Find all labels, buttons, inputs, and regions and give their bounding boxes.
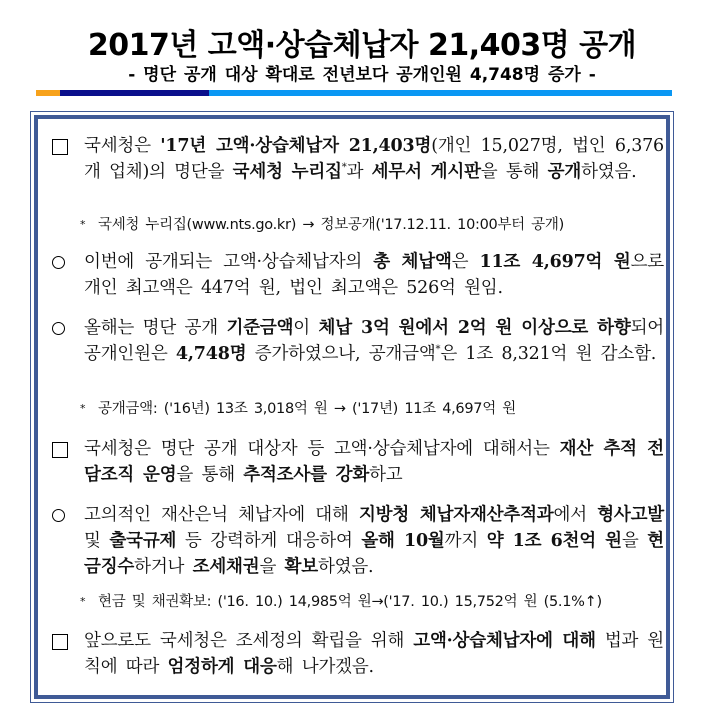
emphasized-text: 현금징수 — [84, 531, 665, 577]
body-text: * — [341, 162, 347, 174]
body-text: 법과 원칙에 따라 — [84, 631, 664, 677]
color-bar-segment-navy — [60, 90, 209, 96]
body-text: 과 — [346, 162, 372, 182]
emphasized-text: 출국규제 — [109, 531, 177, 551]
footnote-website — [80, 214, 670, 236]
body-text: 국세청은 — [84, 136, 161, 156]
section-tracking — [52, 436, 664, 488]
body-text: 해 나가겠음. — [276, 657, 374, 677]
body-text: 으로 개인 최고액은 447억 원, 법인 최고액은 526억 원임. — [84, 252, 664, 298]
page-subtitle: - 명단 공개 대상 확대로 전년보다 공개인원 4,748명 증가 - — [128, 65, 596, 85]
body-text: 증가하였으나, 공개금액 — [246, 344, 436, 364]
asterisk-icon: * — [80, 402, 86, 415]
emphasized-text: 형사고발 — [597, 505, 665, 525]
asterisk-icon: * — [80, 218, 86, 231]
emphasized-text: 추적조사를 강화 — [243, 465, 370, 485]
circle-bullet-icon — [52, 502, 65, 530]
section-enforcement — [52, 502, 664, 580]
body-text: 이번에 공개되는 고액·상습체납자의 — [84, 252, 374, 272]
emphasized-text: 확보 — [284, 557, 318, 577]
body-text: 하고 — [369, 465, 403, 485]
section-text — [52, 436, 664, 488]
body-text: 앞으로도 국세청은 조세정의 확립을 위해 — [84, 631, 414, 651]
body-text: 하였음. — [317, 557, 374, 577]
body-text: 되어 공개인원은 — [84, 318, 664, 364]
body-text: 고의적인 재산은닉 체납자에 대해 — [84, 505, 359, 525]
circle-bullet-icon — [52, 315, 65, 343]
page-title: 2017년 고액·상습체납자 21,403명 공개 — [87, 28, 637, 63]
body-text: 하거나 — [134, 557, 193, 577]
emphasized-text: 기준금액 — [226, 318, 294, 338]
body-text: 국세청은 명단 공개 대상자 등 고액·상습체납자에 대해서는 — [84, 439, 560, 459]
body-text: (개인 15,027명, 법인 6,376개 업체)의 명단을 — [84, 136, 664, 182]
body-text: * — [435, 344, 441, 356]
emphasized-text: 4,748명 — [175, 344, 247, 364]
emphasized-text: 세무서 게시판 — [371, 162, 481, 182]
square-bullet-icon — [52, 436, 68, 466]
body-text: 을 — [621, 531, 648, 551]
body-text: 은 1조 8,321억 원 감소함. — [440, 344, 657, 364]
body-text: 을 통해 — [480, 162, 548, 182]
emphasized-text: 체납 3억 원에서 2억 원 이상으로 하향 — [318, 318, 631, 338]
emphasized-text: 지방청 체납자재산추적과 — [358, 505, 554, 525]
section-text — [52, 315, 664, 367]
emphasized-text: '17년 고액·상습체납자 21,403명 — [160, 136, 432, 156]
emphasized-text: 엄정하게 대응 — [167, 657, 277, 677]
emphasized-text: 고액·상습체납자에 대해 — [413, 631, 596, 651]
body-text: 올해는 명단 공개 — [84, 318, 227, 338]
footnote-text: 공개금액: ('16년) 13조 3,018억 원 → ('17년) 11조 4,697억 원 — [98, 401, 516, 417]
section-announcement — [52, 133, 664, 185]
body-text: 을 통해 — [176, 465, 244, 485]
section-text — [52, 502, 664, 580]
circle-bullet-icon — [52, 249, 65, 277]
body-text: 은 — [451, 252, 480, 272]
body-text: 을 — [259, 557, 285, 577]
body-text: 하였음. — [581, 162, 637, 182]
section-future-policy — [52, 628, 664, 680]
title-color-bar — [36, 90, 672, 96]
emphasized-text: 국세청 누리집 — [232, 162, 342, 182]
body-text: 이 — [293, 318, 319, 338]
section-text — [52, 133, 664, 185]
body-text: 에서 — [553, 505, 598, 525]
square-bullet-icon — [52, 133, 68, 163]
section-criteria-change — [52, 315, 664, 367]
footnote-text: 국세청 누리집(www.nts.go.kr) → 정보공개('17.12.11. 10:00부터 공개) — [98, 217, 564, 233]
footnote-collection — [80, 591, 670, 613]
body-text: 까지 — [444, 531, 487, 551]
asterisk-icon: * — [80, 595, 86, 608]
emphasized-text: 조세채권 — [192, 557, 260, 577]
color-bar-segment-orange — [36, 90, 60, 96]
footnote-disclosed-amount — [80, 398, 670, 420]
emphasized-text: 11조 4,697억 원 — [479, 252, 631, 272]
body-text: 등 강력하게 대응하여 — [176, 531, 362, 551]
emphasized-text: 총 체납액 — [373, 252, 452, 272]
emphasized-text: 재산 추적 전담조직 운영 — [84, 439, 664, 485]
square-bullet-icon — [52, 628, 68, 658]
body-text: 및 — [84, 531, 110, 551]
color-bar-segment-blue — [209, 90, 672, 96]
emphasized-text: 올해 10월 — [361, 531, 445, 551]
section-text — [52, 249, 664, 301]
section-text — [52, 628, 664, 680]
footnote-text: 현금 및 채권확보: ('16. 10.) 14,985억 원→('17. 10.) 15,752억 원 (5.1%↑) — [98, 594, 602, 610]
emphasized-text: 공개 — [547, 162, 582, 182]
section-total-arrears — [52, 249, 664, 301]
emphasized-text: 약 1조 6천억 원 — [486, 531, 622, 551]
